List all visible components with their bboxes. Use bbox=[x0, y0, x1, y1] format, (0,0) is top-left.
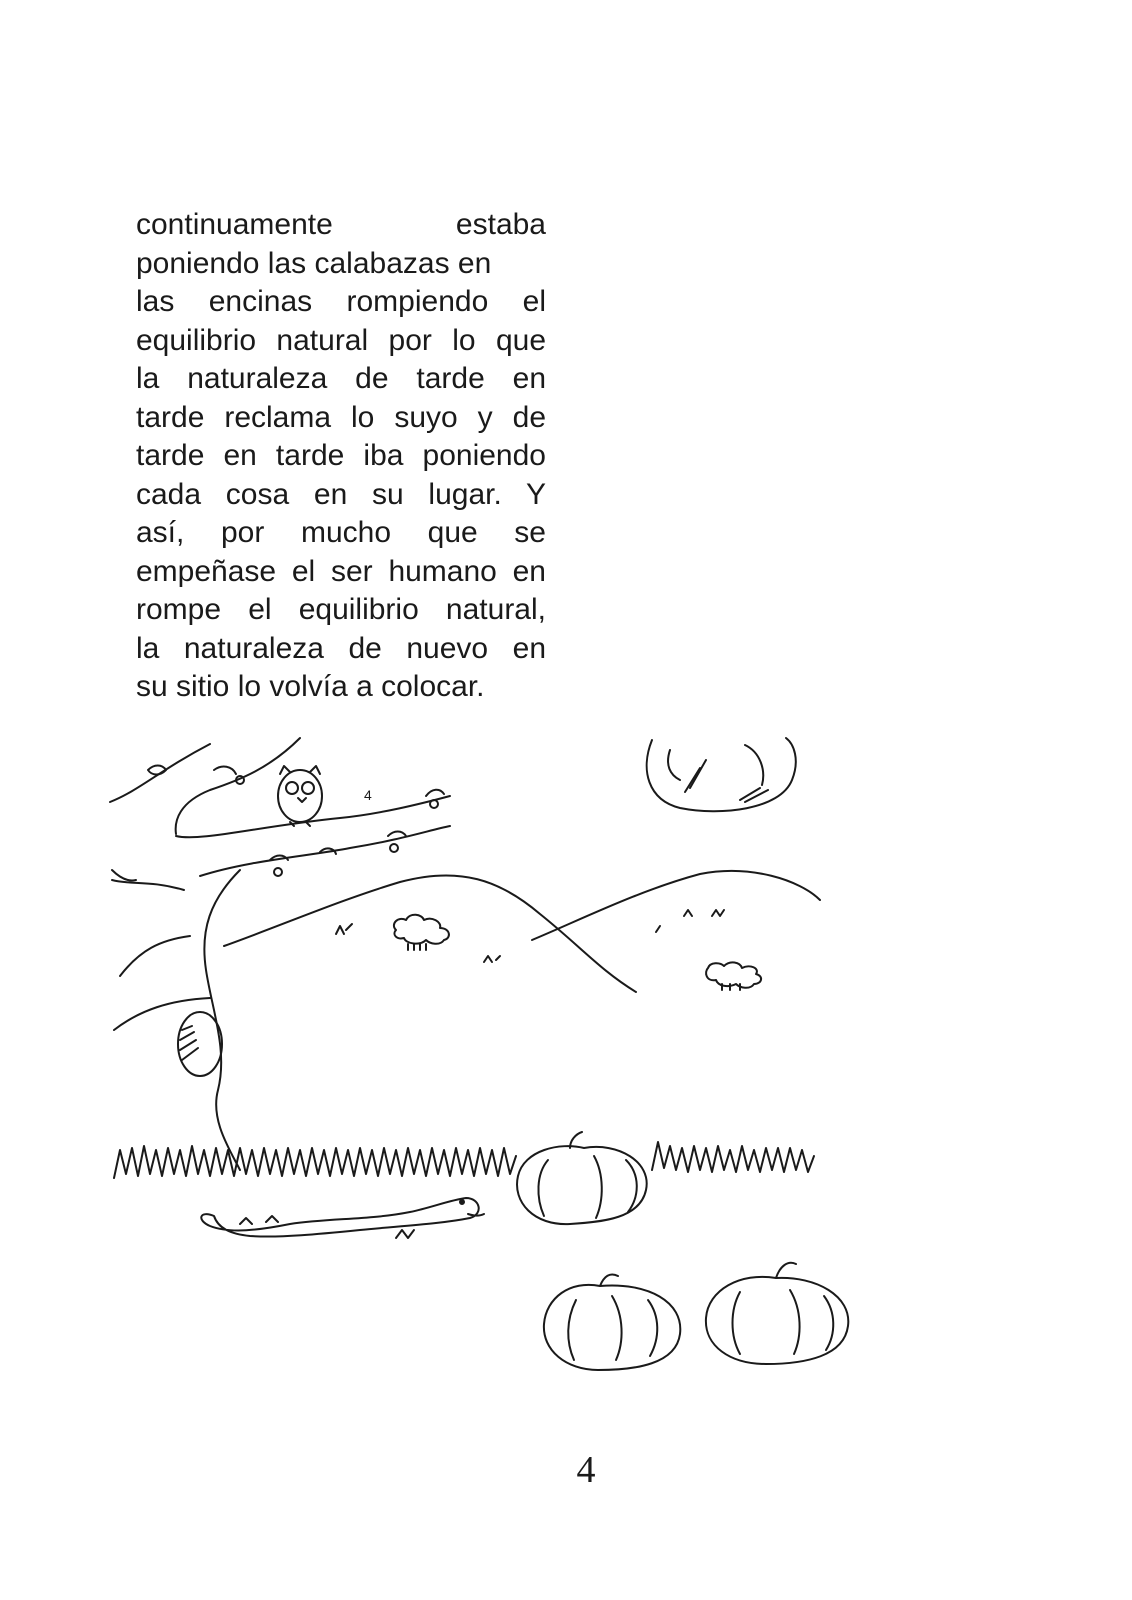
paragraph-line-11: rompe el equilibrio natural, bbox=[136, 593, 546, 626]
paragraph-line-4: equilibrio natural por lo que bbox=[136, 323, 546, 357]
pumpkin-drawing-2 bbox=[544, 1274, 680, 1370]
pumpkin-drawing-3 bbox=[706, 1263, 848, 1364]
paragraph-line-12: la naturaleza de nuevo en bbox=[136, 631, 546, 665]
hills-drawing bbox=[224, 871, 820, 992]
paragraph-line-3: las encinas rompiendo el bbox=[136, 285, 546, 318]
paragraph-line-6: tarde reclama lo suyo y de bbox=[136, 400, 546, 434]
paragraph-line-10: empeñase el ser humano en bbox=[136, 554, 546, 588]
branch-number-label: 4 bbox=[364, 787, 372, 803]
paragraph-line-13: su sitio lo volvía a colocar. bbox=[136, 670, 485, 703]
pumpkin-drawing-1 bbox=[517, 1132, 647, 1224]
line-drawing-illustration bbox=[100, 730, 860, 1410]
paragraph-line-1: continuamente estaba bbox=[136, 208, 546, 241]
moon-drawing bbox=[647, 738, 796, 811]
snake-drawing bbox=[201, 1198, 484, 1238]
grass-drawing bbox=[114, 1142, 814, 1178]
paragraph-line-2: poniendo las calabazas en bbox=[136, 246, 492, 280]
paragraph-line-9: así, por mucho que se bbox=[136, 516, 546, 549]
paragraph-line-7: tarde en tarde iba poniendo bbox=[136, 439, 546, 472]
paragraph-line-8: cada cosa en su lugar. Y bbox=[136, 477, 546, 511]
story-paragraph bbox=[136, 206, 546, 707]
page-number: 4 bbox=[576, 1449, 596, 1491]
paragraph-line-5: la naturaleza de tarde en bbox=[136, 362, 546, 395]
owl-drawing bbox=[278, 766, 322, 826]
tree-drawing bbox=[110, 738, 450, 1170]
